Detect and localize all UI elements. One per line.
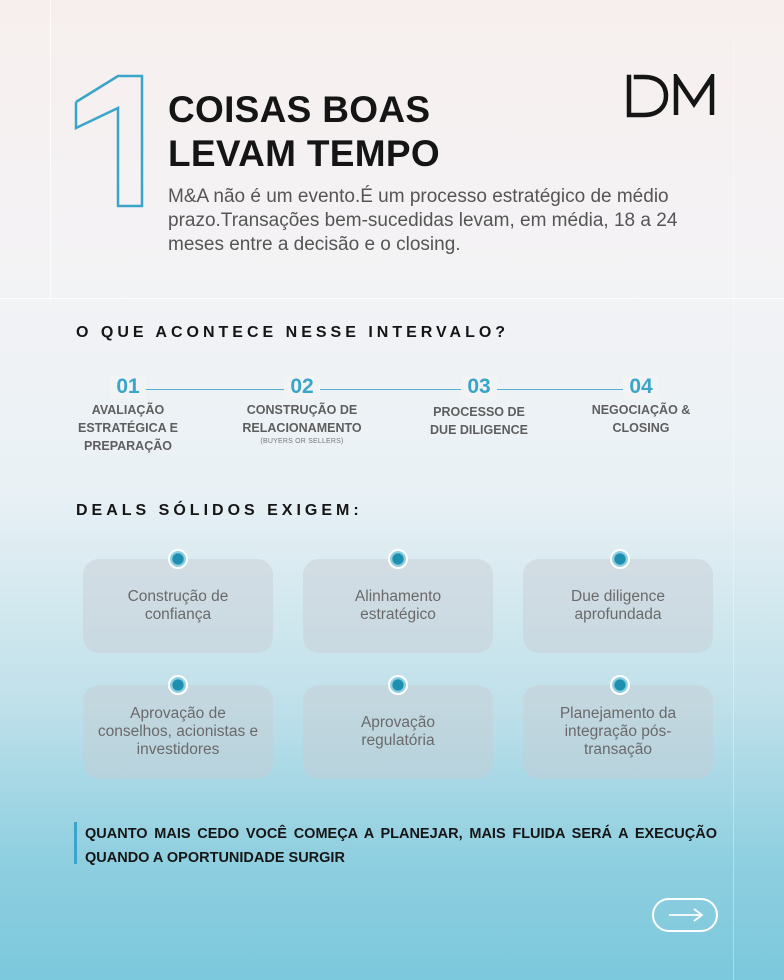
quote-accent-bar (74, 822, 77, 864)
title-line-1: COISAS BOAS (168, 89, 431, 130)
timeline-step-4 (556, 375, 726, 437)
decorative-vertical-line-right (733, 40, 734, 980)
decorative-vertical-line (50, 0, 51, 300)
step-number: 02 (284, 375, 319, 399)
timeline-step-3 (394, 375, 564, 439)
page-title (168, 88, 440, 176)
requirement-card (303, 559, 493, 653)
bullet-dot-icon (168, 675, 188, 695)
arrow-right-icon (668, 908, 704, 922)
requirement-card (523, 685, 713, 779)
section-title-interval: O QUE ACONTECE NESSE INTERVALO? (76, 324, 510, 341)
requirement-card (83, 685, 273, 779)
step-label: AVALIAÇÃO ESTRATÉGICA E PREPARAÇÃO (77, 403, 178, 453)
step-label: NEGOCIAÇÃO & CLOSING (591, 403, 691, 435)
decorative-divider (0, 298, 784, 299)
card-text: Due diligence aprofundada (571, 588, 665, 623)
card-text: Construção de confiança (127, 588, 229, 623)
closing-quote: QUANTO MAIS CEDO VOCÊ COMEÇA A PLANEJAR, MAIS FLUIDA SERÁ A EXECUÇÃO QUANDO A OPORTUNIDADE SURGIR (85, 826, 717, 866)
requirement-card (303, 685, 493, 779)
card-text: Aprovação regulatória (360, 714, 436, 749)
requirement-card (83, 559, 273, 653)
bullet-dot-icon (388, 549, 408, 569)
step-number: 03 (461, 375, 496, 399)
bullet-dot-icon (610, 675, 630, 695)
step-label: CONSTRUÇÃO DE RELACIONAMENTO (242, 403, 362, 435)
dm-logo (626, 74, 718, 118)
section-title-deals: DEALS SÓLIDOS EXIGEM: (76, 502, 363, 519)
card-text: Aprovação de conselhos, acionistas e investidores (97, 705, 259, 758)
title-line-2: LEVAM TEMPO (168, 133, 440, 174)
big-number-one-icon (70, 70, 150, 210)
next-button[interactable] (652, 898, 718, 932)
bullet-dot-icon (610, 549, 630, 569)
timeline-step-1 (43, 375, 213, 455)
bullet-dot-icon (388, 675, 408, 695)
timeline-step-2 (217, 375, 387, 445)
requirement-card (523, 559, 713, 653)
intro-text: M&A não é um evento.É um processo estratégico de médio prazo.Transações bem-sucedidas levam, em média, 18 a 24 meses entre a decisão e o closing. (168, 186, 678, 255)
card-text: Alinhamento estratégico (354, 588, 442, 623)
step-label: PROCESSO DE DUE DILIGENCE (430, 405, 528, 437)
step-note: (BUYERS OR SELLERS) (260, 438, 344, 445)
step-number: 01 (110, 375, 145, 399)
bullet-dot-icon (168, 549, 188, 569)
step-number: 04 (623, 375, 658, 399)
card-text: Planejamento da integração pós-transação (559, 705, 677, 758)
